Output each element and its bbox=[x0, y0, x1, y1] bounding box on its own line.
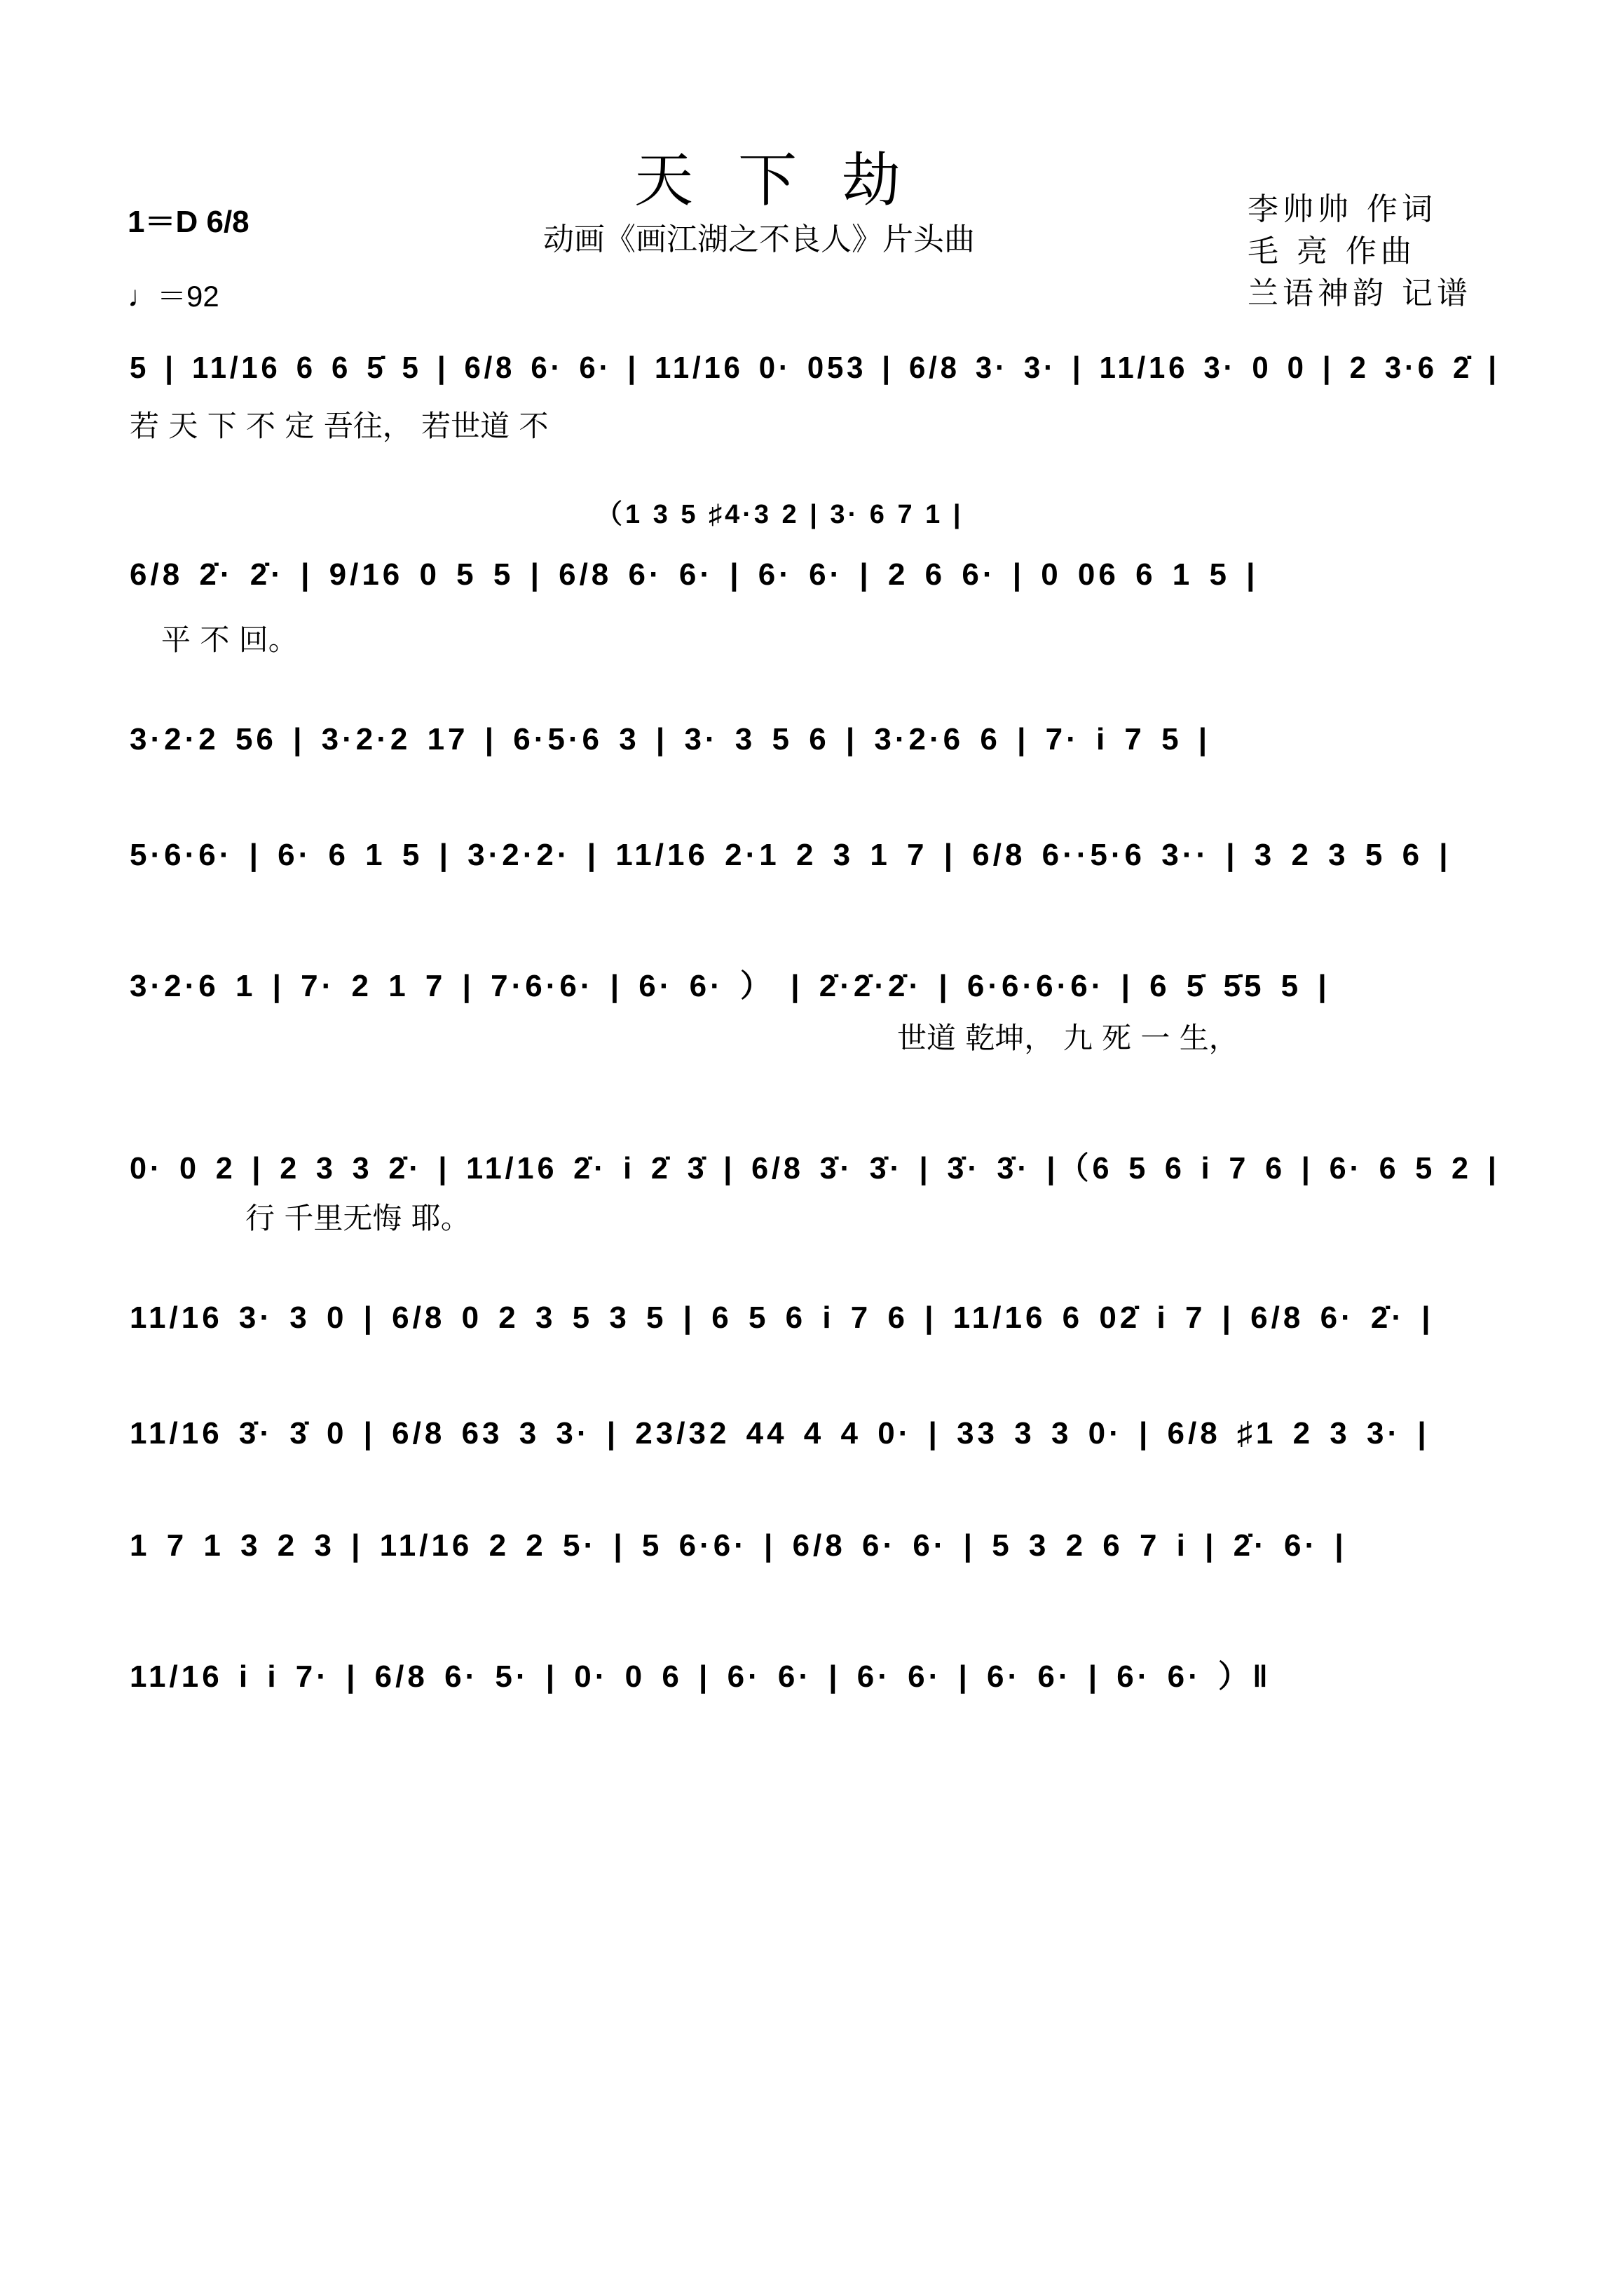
score-line-5-notes: 3·2·6 1 | 7· 2 1 7 | 7·6·6· | 6· 6· ） | 2̇·2̇·2̇· | 6·6·6·6· | 6 5̇ 5̇5 5 | bbox=[130, 969, 1330, 1003]
score-line-3-notes: 3·2·2 56 | 3·2·2 17 | 6·5·6 3 | 3· 3 5 6 | 3·2·6 6 | 7· i 7 5 | bbox=[130, 722, 1211, 756]
score-line-2-notes: 6/8 2̇· 2̇· | 9/16 0 5 5 | 6/8 6· 6· | 6· 6· | 2 6 6· | 0 06 6 1 5 | bbox=[130, 557, 1259, 592]
score-line-9-notes: 1 7 1 3 2 3 | 11/16 2 2 5· | 5 6·6· | 6/8 6· 6· | 5 3 2 6 7 i | 2̇· 6· | bbox=[130, 1528, 1347, 1563]
score-line-10-notes: 11/16 i i 7· | 6/8 6· 5· | 0· 0 6 | 6· 6· | 6· 6· | 6· 6· | 6· 6· ）‖ bbox=[130, 1659, 1271, 1694]
score-line-1-lyrics: 若 天 下 不 定 吾往， 若世道 不 bbox=[130, 409, 549, 443]
score-line-6-notes: 0· 0 2 | 2 3 3 2̇· | 11/16 2̇· i 2̇ 3̇ | 6/8 3̇· 3̇· | 3̇· 3̇· |（6 5 6 i 7 6 | 6· 6 5 2 | bbox=[130, 1151, 1500, 1186]
score-line-5-lyrics: 世道 乾坤， 九 死 一 生， bbox=[897, 1021, 1238, 1055]
song-subtitle: 动画《画江湖之不良人》片头曲 bbox=[543, 222, 975, 257]
key-signature: 1＝D 6/8 bbox=[128, 205, 250, 239]
score-line-1-notes: 5 | 11/16 6 6 5̇ 5 | 6/8 6· 6· | 11/16 0· 053 | 6/8 3· 3· | 11/16 3· 0 0 | 2 3·6 2̇ | bbox=[130, 351, 1500, 385]
credit-lyricist: 李帅帅 作词 bbox=[1248, 191, 1437, 227]
score-line-6-lyrics: 行 千里无悔 耶。 bbox=[245, 1201, 470, 1235]
credit-transcriber: 兰语神韵 记谱 bbox=[1248, 276, 1472, 311]
score-line-8-notes: 11/16 3̇· 3̇ 0 | 6/8 63 3 3· | 23/32 44 4 4 0· | 33 3 3 0· | 6/8 ♯1 2 3 3· | bbox=[130, 1416, 1430, 1451]
credit-composer: 毛 亮 作曲 bbox=[1248, 233, 1416, 269]
score-line-2-intro: （1 3 5 ♯4·3 2 | 3· 6 7 1 | bbox=[596, 500, 964, 529]
score-line-2-lyrics: 平 不 回。 bbox=[161, 623, 298, 657]
score-line-4-notes: 5·6·6· | 6· 6 1 5 | 3·2·2· | 11/16 2·1 2 3 1 7 | 6/8 6··5·6 3·· | 3 2 3 5 6 | bbox=[130, 838, 1452, 872]
score-line-7-notes: 11/16 3· 3 0 | 6/8 0 2 3 5 3 5 | 6 5 6 i 7 6 | 11/16 6 02̇ i 7 | 6/8 6· 2̇· | bbox=[130, 1300, 1434, 1335]
tempo-marking: ♩＝92 bbox=[128, 280, 219, 313]
song-title: 天下劫 bbox=[634, 146, 946, 215]
